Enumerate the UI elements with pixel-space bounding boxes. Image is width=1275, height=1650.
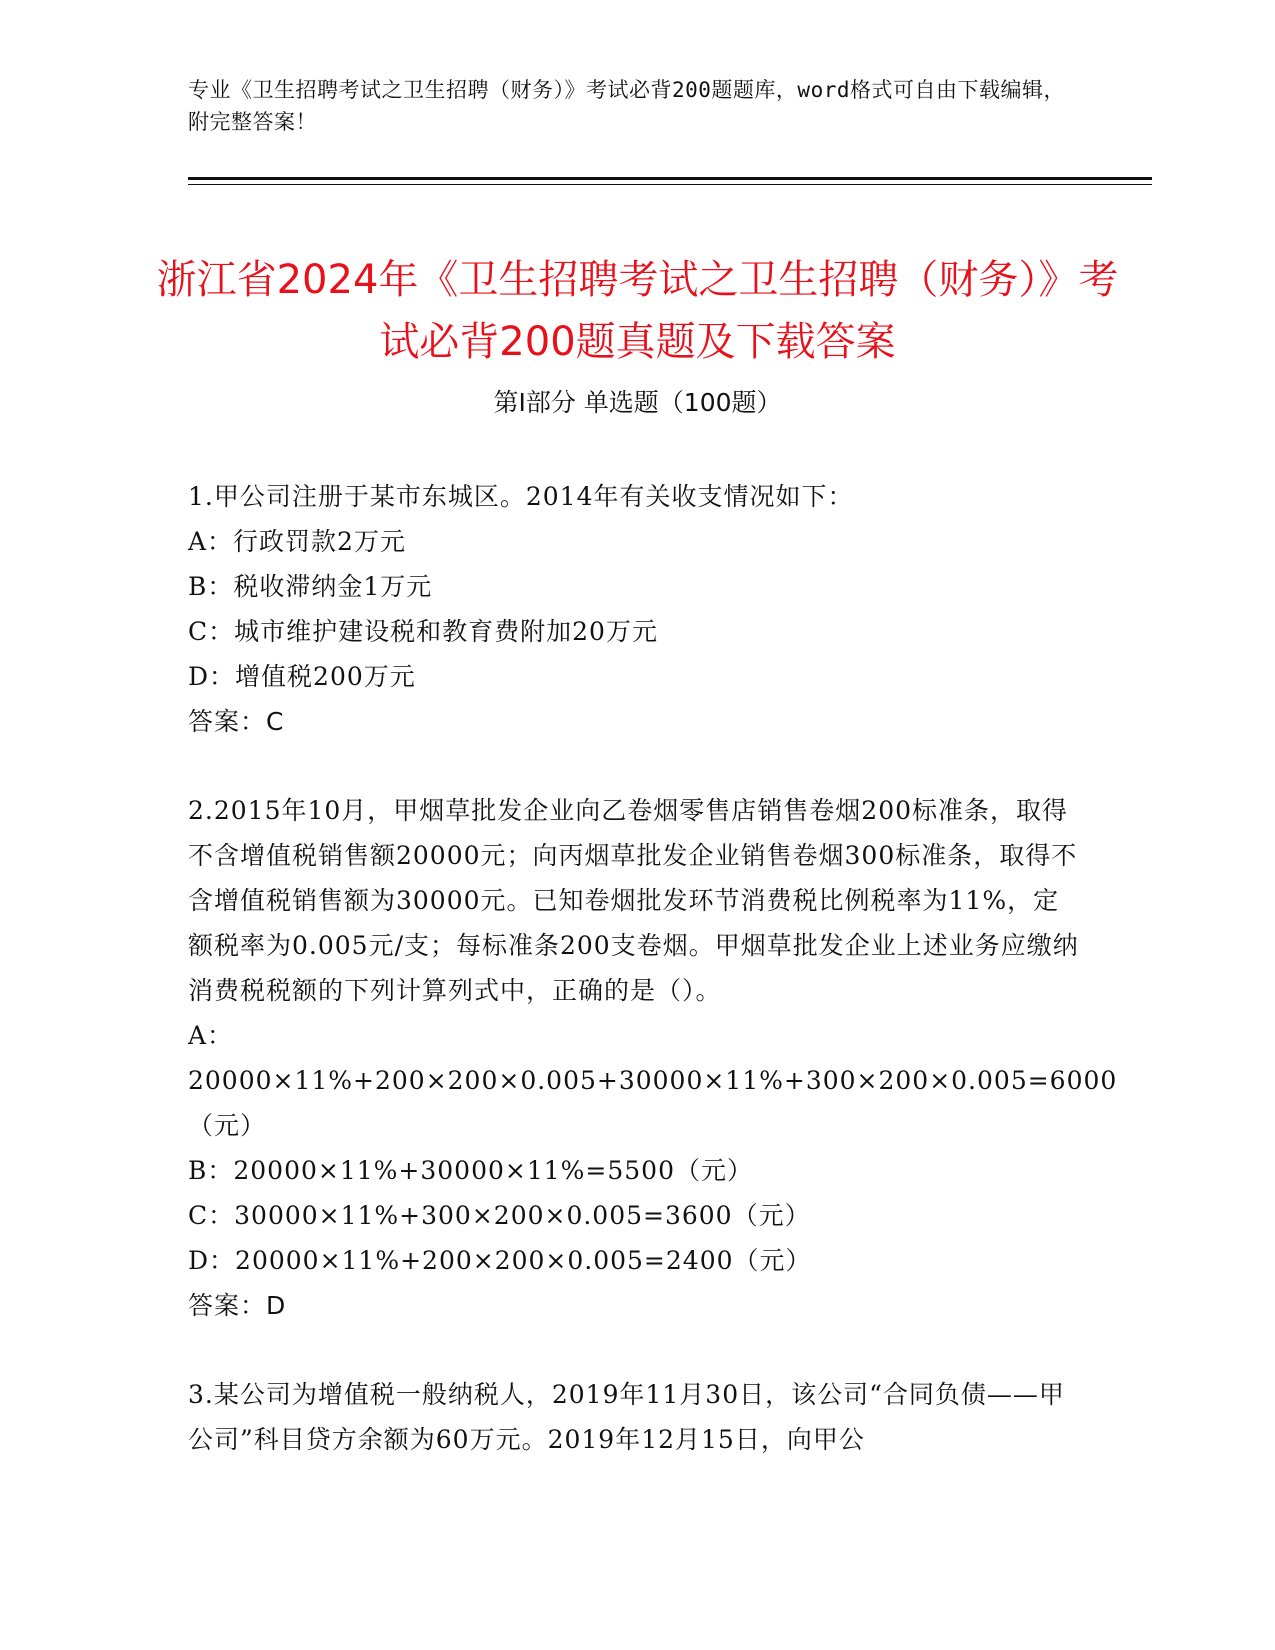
option-a: A：行政罚款2万元	[188, 527, 406, 556]
option-b: B：税收滞纳金1万元	[188, 572, 433, 601]
document-title: 浙江省2024年《卫生招聘考试之卫生招聘（财务）》考试必背200题真题及下载答案	[156, 256, 1119, 365]
question-stem: 2.2015年10月，甲烟草批发企业向乙卷烟零售店销售卷烟200标准条，取得不含增值税销售额20000元；向丙烟草批发企业销售卷烟300标准条，取得不含增值税销售额为30000元。已知卷烟批发环节消费税比例税率为11%，定额税率为0.005元/支；每标准条200支卷烟。甲烟草批发企业上述业务应缴纳消费税税额的下列计算列式中，正确的是（）。	[188, 796, 1079, 1005]
header-divider-thick	[188, 177, 1152, 180]
question-list	[188, 474, 1118, 1506]
option-c: C：城市维护建设税和教育费附加20万元	[188, 617, 658, 646]
header-divider-thin	[188, 184, 1152, 185]
option-d: D：增值税200万元	[188, 662, 416, 691]
section-heading: 第Ⅰ部分 单选题（100题）	[493, 388, 782, 417]
option-c: C：30000×11%+300×200×0.005=3600（元）	[188, 1201, 811, 1230]
question-3	[188, 1372, 1083, 1462]
option-b: B：20000×11%+30000×11%=5500（元）	[188, 1156, 753, 1185]
question-2	[188, 788, 1118, 1328]
header-note: 专业《卫生招聘考试之卫生招聘（财务）》考试必背200题题库，word格式可自由下载编辑，附完整答案！	[188, 78, 1065, 134]
option-d: D：20000×11%+200×200×0.005=2400（元）	[188, 1246, 812, 1275]
option-a: A：20000×11%+200×200×0.005+30000×11%+300×200×0.005=6000（元）	[188, 1021, 1118, 1140]
question-stem: 1.甲公司注册于某市东城区。2014年有关收支情况如下：	[188, 482, 854, 511]
question-stem: 3.某公司为增值税一般纳税人，2019年11月30日，该公司“合同负债——甲公司”科目贷方余额为60万元。2019年12月15日，向甲公	[188, 1380, 1065, 1454]
answer: 答案：D	[188, 1291, 287, 1320]
question-1	[188, 474, 1083, 744]
answer: 答案：C	[188, 707, 285, 736]
